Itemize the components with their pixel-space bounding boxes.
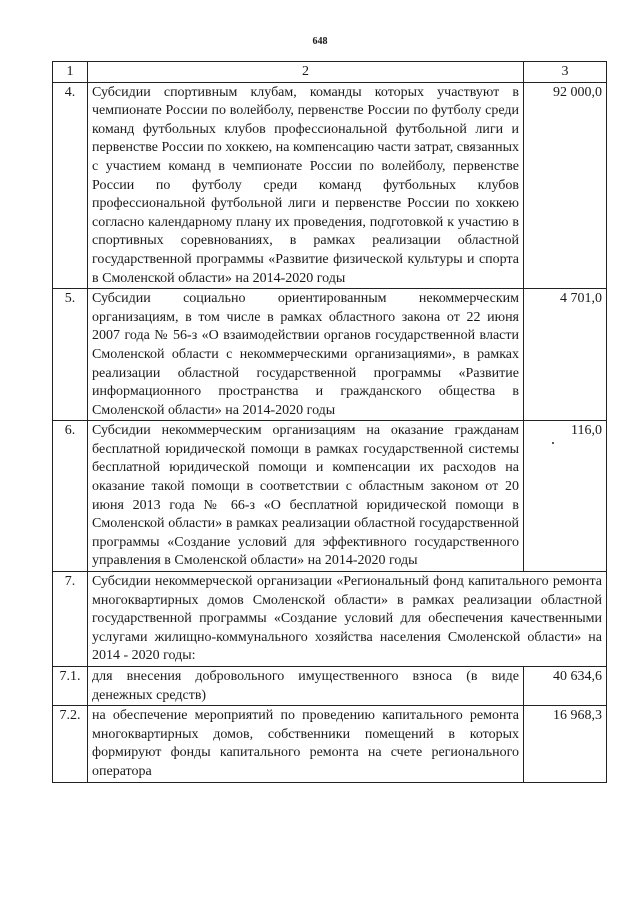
row-description: для внесения добровольного имущественного взноса (в виде денежных средств)	[88, 667, 524, 706]
row-number: 7.	[53, 572, 88, 667]
row-number: 7.1.	[53, 667, 88, 706]
table-row	[53, 667, 607, 706]
scan-speck	[552, 442, 554, 444]
row-description: Субсидии социально ориентированным некоммерческим организациям, в том числе в рамках областного закона от 22 июня 2007 года № 56-з «О взаимодействии органов государственной власти Смоленской области с некоммерческими организациями», в рамках реализации областной государственной программы «Развитие информационного пространства и гражданского общества в Смоленской области» на 2014-2020 годы	[88, 289, 524, 421]
table-row	[53, 421, 607, 572]
subsidies-table	[52, 61, 607, 783]
row-description: на обеспечение мероприятий по проведению капитального ремонта многоквартирных домов, собственники помещений в которых формируют фонды капитального ремонта на счете регионального оператора	[88, 706, 524, 782]
page-number: 648	[312, 36, 328, 47]
row-amount: 16 968,3	[524, 706, 607, 782]
table-row	[53, 572, 607, 667]
row-number: 6.	[53, 421, 88, 572]
row-number: 5.	[53, 289, 88, 421]
table-row	[53, 706, 607, 782]
header-col-3: 3	[524, 62, 607, 83]
row-amount: 92 000,0	[524, 82, 607, 289]
row-amount: 4 701,0	[524, 289, 607, 421]
row-description: Субсидии некоммерческой организации «Региональный фонд капитального ремонта многоквартирных домов Смоленской области» в рамках реализации областной государственной программы «Создание условий для обеспечения качественными услугами жилищно-коммунального хозяйства населения Смоленской области» на 2014 - 2020 годы:	[88, 572, 607, 667]
row-description: Субсидии некоммерческим организациям на оказание гражданам бесплатной юридической помощи в рамках государственной системы бесплатной юридической помощи и компенсации их расходов на оказание такой помощи в соответствии с областным законом от 20 июня 2013 года № 66-з «О бесплатной юридической помощи в Смоленской области» в рамках реализации областной государственной программы «Создание условий для эффективного государственного управления в Смоленской области» на 2014-2020 годы	[88, 421, 524, 572]
row-number: 7.2.	[53, 706, 88, 782]
header-col-1: 1	[53, 62, 88, 83]
table-header-row	[53, 62, 607, 83]
table-row	[53, 82, 607, 289]
row-amount: 40 634,6	[524, 667, 607, 706]
header-col-2: 2	[88, 62, 524, 83]
row-amount: 116,0	[524, 421, 607, 572]
table-row	[53, 289, 607, 421]
row-description: Субсидии спортивным клубам, команды которых участвуют в чемпионате России по волейболу, первенстве России по футболу среди команд футбольных клубов профессиональной футбольной лиги и первенстве России по хоккею, на компенсацию части затрат, связанных с участием команд в чемпионате России по волейболу, первенстве России по футболу среди команд футбольных клубов профессиональной футбольной лиги и первенстве России по хоккею согласно календарному плану их проведения, подготовкой к участию в спортивных соревнованиях, в рамках реализации областной государственной программы «Развитие физической культуры и спорта в Смоленской области» на 2014-2020 годы	[88, 82, 524, 289]
row-number: 4.	[53, 82, 88, 289]
